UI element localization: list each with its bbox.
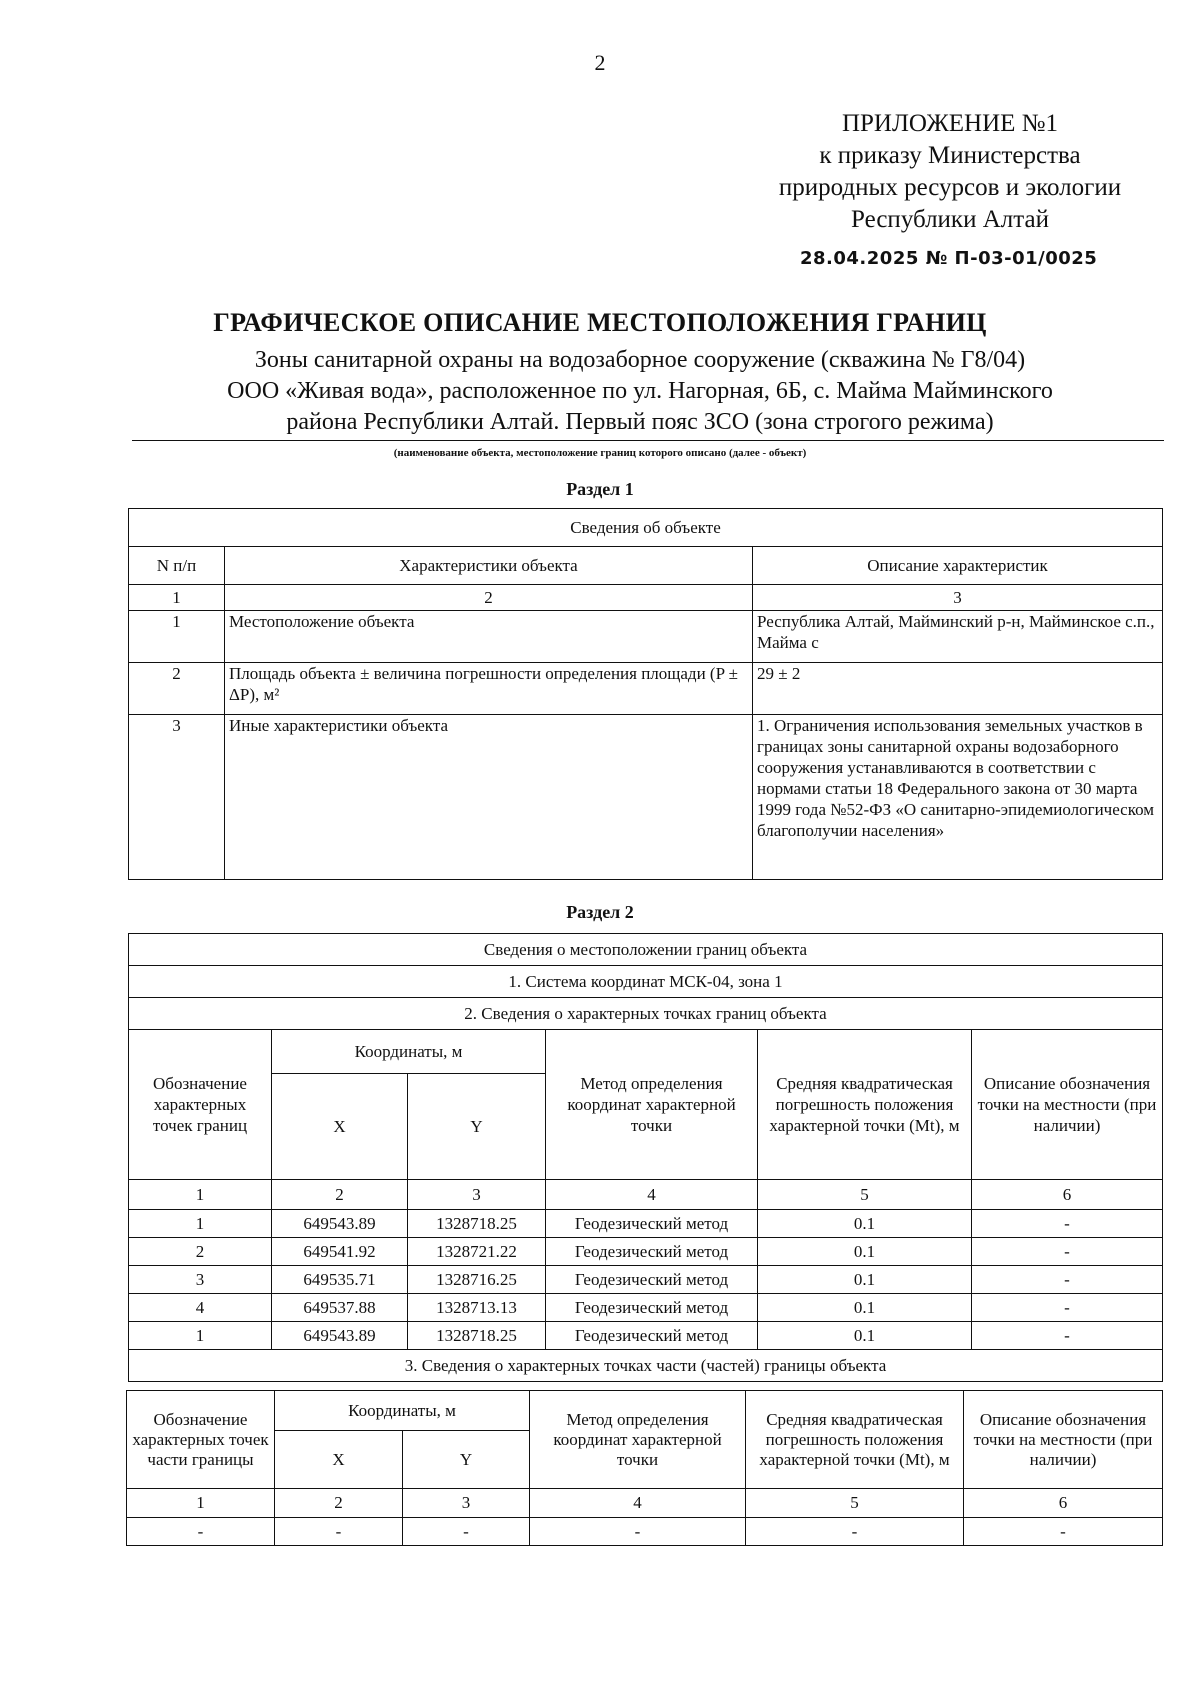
part-id: - <box>127 1518 275 1546</box>
document-title: ГРАФИЧЕСКОЕ ОПИСАНИЕ МЕСТОПОЛОЖЕНИЯ ГРАНИЦ <box>213 308 987 337</box>
column-number: 1 <box>127 1489 275 1518</box>
boundary-points-table <box>128 933 1163 1382</box>
row-description: 1. Ограничения использования земельных участков в границах зоны санитарной охраны водозаборного сооружения устанавливаются в соответствии с нормами статьи 18 Федерального закона от 30 марта 1999 года №52-ФЗ «О санитарно-эпидемиологическом благополучии населения» <box>753 715 1163 880</box>
method-header: Метод определения координат характерной точки <box>546 1030 758 1180</box>
appendix-line-2: природных ресурсов и экологии <box>778 174 1122 201</box>
parts-subtitle: 3. Сведения о характерных точках части (частей) границы объекта <box>129 1350 1163 1382</box>
table-row <box>129 1238 1163 1266</box>
part-description-header: Описание обозначения точки на местности (при наличии) <box>964 1391 1163 1489</box>
row-characteristic: Иные характеристики объекта <box>225 715 753 880</box>
point-description: - <box>972 1294 1163 1322</box>
section-1-heading: Раздел 1 <box>566 479 634 499</box>
part-error-header: Средняя квадратическая погрешность положения характерной точки (Mt), м <box>746 1391 964 1489</box>
part-point-header: Обозначение характерных точек части границы <box>127 1391 275 1489</box>
points-subtitle: 2. Сведения о характерных точках границ объекта <box>129 998 1163 1030</box>
table-row <box>129 715 1163 880</box>
column-number: 2 <box>225 585 753 611</box>
point-error: 0.1 <box>758 1210 972 1238</box>
document-subtitle <box>120 345 1160 438</box>
part-method: - <box>530 1518 746 1546</box>
point-x: 649543.89 <box>272 1322 408 1350</box>
x-header: X <box>272 1074 408 1180</box>
row-description: 29 ± 2 <box>753 663 1163 715</box>
section-2-heading: Раздел 2 <box>566 902 634 922</box>
row-characteristic: Местоположение объекта <box>225 611 753 663</box>
object-info-table <box>128 508 1163 880</box>
row-characteristic: Площадь объекта ± величина погрешности определения площади (P ± ΔP), м² <box>225 663 753 715</box>
column-number: 5 <box>758 1180 972 1210</box>
point-x: 649537.88 <box>272 1294 408 1322</box>
part-method-header: Метод определения координат характерной точки <box>530 1391 746 1489</box>
table-row <box>129 1266 1163 1294</box>
subtitle-line-1: Зоны санитарной охраны на водозаборное сооружение (скважина № Г8/04) <box>254 347 1026 373</box>
point-y: 1328716.25 <box>408 1266 546 1294</box>
point-id: 1 <box>129 1210 272 1238</box>
part-description: - <box>964 1518 1163 1546</box>
column-number: 5 <box>746 1489 964 1518</box>
row-description: Республика Алтай, Майминский р-н, Майминское с.п., Майма с <box>753 611 1163 663</box>
row-number: 2 <box>129 663 225 715</box>
part-x-header: X <box>275 1431 403 1489</box>
subtitle-underline <box>132 440 1164 441</box>
appendix-line-3: Республики Алтай <box>851 206 1049 233</box>
column-number: 1 <box>129 1180 272 1210</box>
point-method: Геодезический метод <box>546 1266 758 1294</box>
point-x: 649535.71 <box>272 1266 408 1294</box>
boundary-parts-table <box>126 1390 1163 1546</box>
point-id: 1 <box>129 1322 272 1350</box>
subtitle-line-2: ООО «Живая вода», расположенное по ул. Нагорная, 6Б, с. Майма Майминского <box>227 378 1053 404</box>
table-row <box>129 1322 1163 1350</box>
coordinate-system: 1. Система координат МСК-04, зона 1 <box>129 966 1163 998</box>
point-description: - <box>972 1266 1163 1294</box>
point-error: 0.1 <box>758 1238 972 1266</box>
column-number: 4 <box>546 1180 758 1210</box>
point-method: Геодезический метод <box>546 1210 758 1238</box>
column-header: Описание характеристик <box>753 547 1163 585</box>
column-number: 2 <box>275 1489 403 1518</box>
table-row <box>129 1210 1163 1238</box>
point-x: 649543.89 <box>272 1210 408 1238</box>
part-x: - <box>275 1518 403 1546</box>
column-number: 4 <box>530 1489 746 1518</box>
point-error: 0.1 <box>758 1294 972 1322</box>
column-number: 1 <box>129 585 225 611</box>
point-description: - <box>972 1210 1163 1238</box>
part-y-header: Y <box>403 1431 530 1489</box>
column-number: 6 <box>964 1489 1163 1518</box>
point-y: 1328721.22 <box>408 1238 546 1266</box>
point-y: 1328713.13 <box>408 1294 546 1322</box>
part-coordinates-header: Координаты, м <box>275 1391 530 1431</box>
table-row <box>129 1294 1163 1322</box>
part-y: - <box>403 1518 530 1546</box>
appendix-title: ПРИЛОЖЕНИЕ №1 <box>841 110 1059 137</box>
table-row <box>129 663 1163 715</box>
point-method: Геодезический метод <box>546 1322 758 1350</box>
point-id: 2 <box>129 1238 272 1266</box>
column-number: 2 <box>272 1180 408 1210</box>
point-description: - <box>972 1238 1163 1266</box>
column-number: 3 <box>403 1489 530 1518</box>
column-header: Характеристики объекта <box>225 547 753 585</box>
point-id: 4 <box>129 1294 272 1322</box>
point-id: 3 <box>129 1266 272 1294</box>
point-method: Геодезический метод <box>546 1238 758 1266</box>
page-number: 2 <box>594 50 606 75</box>
order-reference: 28.04.2025 № П-03-01/0025 <box>800 248 1098 269</box>
coordinates-header: Координаты, м <box>272 1030 546 1074</box>
point-header: Обозначение характерных точек границ <box>129 1030 272 1180</box>
description-header: Описание обозначения точки на местности (при наличии) <box>972 1030 1163 1180</box>
point-method: Геодезический метод <box>546 1294 758 1322</box>
point-x: 649541.92 <box>272 1238 408 1266</box>
point-y: 1328718.25 <box>408 1322 546 1350</box>
appendix-block <box>740 108 1160 236</box>
table-title: Сведения о местоположении границ объекта <box>129 934 1163 966</box>
column-number: 6 <box>972 1180 1163 1210</box>
subtitle-line-3: района Республики Алтай. Первый пояс ЗСО (зона строгого режима) <box>286 409 994 435</box>
point-error: 0.1 <box>758 1322 972 1350</box>
point-error: 0.1 <box>758 1266 972 1294</box>
error-header: Средняя квадратическая погрешность положения характерной точки (Mt), м <box>758 1030 972 1180</box>
column-number: 3 <box>408 1180 546 1210</box>
row-number: 3 <box>129 715 225 880</box>
row-number: 1 <box>129 611 225 663</box>
part-error: - <box>746 1518 964 1546</box>
point-y: 1328718.25 <box>408 1210 546 1238</box>
appendix-line-1: к приказу Министерства <box>819 142 1081 169</box>
table-row <box>129 611 1163 663</box>
column-header: N п/п <box>129 547 225 585</box>
table-row <box>127 1518 1163 1546</box>
column-number: 3 <box>753 585 1163 611</box>
y-header: Y <box>408 1074 546 1180</box>
point-description: - <box>972 1322 1163 1350</box>
table-title: Сведения об объекте <box>129 509 1163 547</box>
object-caption: (наименование объекта, местоположение границ которого описано (далее - объект) <box>393 447 807 459</box>
